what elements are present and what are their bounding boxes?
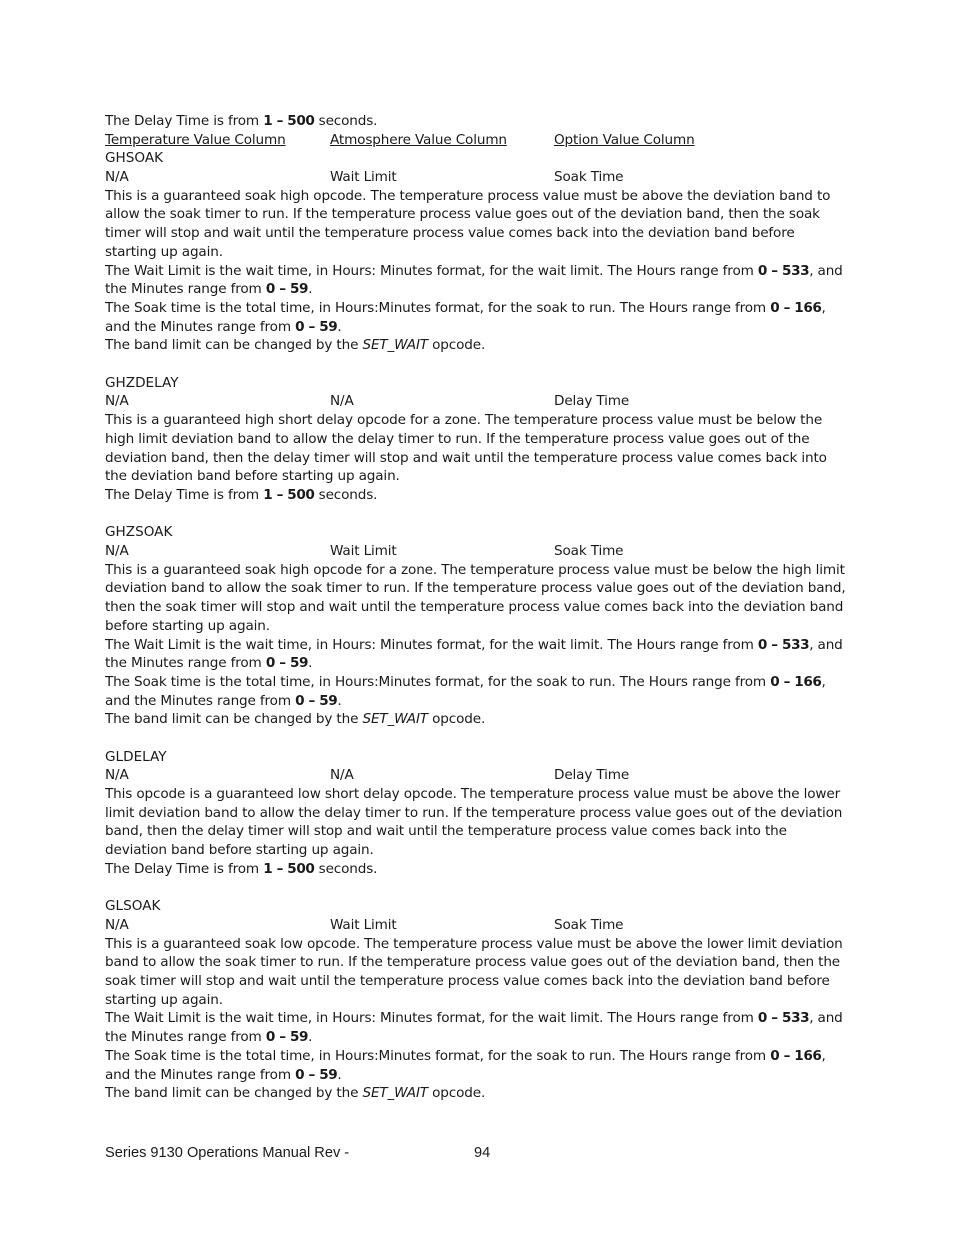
- column-header-row: [105, 131, 847, 150]
- opcode-columns-row: [105, 392, 847, 411]
- wait-suffix: .: [308, 1029, 313, 1046]
- band-suffix: opcode.: [427, 337, 486, 354]
- atmosphere-value: Wait Limit: [330, 916, 397, 933]
- intro-delay-prefix: The Delay Time is from: [105, 113, 264, 129]
- delay-prefix: The Delay Time is from: [105, 486, 264, 503]
- soak-mid: , and the Minutes range from: [105, 299, 826, 335]
- opcode-columns-row: [105, 766, 847, 785]
- section-ghzsoak: [105, 523, 847, 729]
- section-gldelay: [105, 748, 847, 879]
- opcode-description: This is a guaranteed soak high opcode for a zone. The temperature process value must be below the high limit deviation band to allow the soak timer to run. If the temperature process value goes out of the deviation band, then the soak timer will stop and wait until the temperature process value comes back into the deviation band before starting up again.: [105, 561, 846, 634]
- band-opcode: SET_WAIT: [362, 337, 428, 354]
- soak-hours-range: 0 – 166: [770, 673, 822, 690]
- band-limit-line: [105, 1084, 847, 1103]
- intro-delay-range: 1 – 500: [263, 113, 315, 129]
- soak-hours-range: 0 – 166: [770, 1047, 822, 1064]
- option-value: Delay Time: [554, 393, 630, 410]
- opcode-title: GHZSOAK: [105, 524, 173, 541]
- opcode-columns-row: [105, 916, 847, 935]
- temperature-value: N/A: [105, 916, 129, 933]
- delay-time-line: [105, 860, 847, 879]
- option-value: Delay Time: [554, 767, 630, 784]
- section-ghzdelay: [105, 374, 847, 505]
- soak-suffix: .: [337, 1066, 342, 1083]
- opcode-title: GHZDELAY: [105, 374, 179, 391]
- atmosphere-value: Wait Limit: [330, 169, 397, 186]
- atmosphere-value: N/A: [330, 767, 354, 784]
- wait-hours-range: 0 – 533: [757, 1010, 810, 1027]
- wait-minutes-range: 0 – 59: [265, 1029, 309, 1046]
- soak-prefix: The Soak time is the total time, in Hours:Minutes format, for the soak to run. The Hours range from: [105, 1047, 771, 1064]
- soak-minutes-range: 0 – 59: [295, 318, 338, 335]
- temperature-value: N/A: [105, 169, 129, 186]
- band-opcode: SET_WAIT: [362, 711, 428, 728]
- wait-suffix: .: [308, 281, 313, 298]
- soak-suffix: .: [337, 692, 342, 709]
- opcode-description: This is a guaranteed soak low opcode. The temperature process value must be above the lower limit deviation band to allow the soak timer to run. If the temperature process value goes out of the deviation band, then the soak timer will stop and wait until the temperature process value comes back into the deviation band before starting up again.: [105, 935, 843, 1008]
- wait-limit-paragraph: [105, 636, 847, 673]
- section-glsoak: [105, 897, 847, 1103]
- soak-time-paragraph: [105, 1047, 847, 1084]
- wait-mid: , and the Minutes range from: [105, 636, 843, 672]
- wait-mid: , and the Minutes range from: [105, 1010, 843, 1046]
- atmosphere-column-header: Atmosphere Value Column: [330, 131, 507, 148]
- wait-limit-paragraph: [105, 1009, 847, 1046]
- opcode-title: GLDELAY: [105, 748, 167, 765]
- soak-prefix: The Soak time is the total time, in Hours:Minutes format, for the soak to run. The Hours range from: [105, 299, 771, 316]
- opcode-title: GLSOAK: [105, 898, 161, 915]
- band-suffix: opcode.: [427, 1085, 486, 1102]
- spacer: [105, 879, 847, 898]
- wait-prefix: The Wait Limit is the wait time, in Hours: Minutes format, for the wait limit. The Hours range from: [105, 636, 758, 653]
- soak-hours-range: 0 – 166: [770, 299, 822, 316]
- band-prefix: The band limit can be changed by the: [105, 1085, 363, 1102]
- footer-page-number: 94: [474, 1145, 491, 1161]
- delay-range: 1 – 500: [263, 486, 315, 503]
- opcode-columns-row: [105, 542, 847, 561]
- temperature-value: N/A: [105, 767, 129, 784]
- opcode-description: This opcode is a guaranteed low short delay opcode. The temperature process value must be above the lower limit deviation band to allow the delay timer to run. If the temperature process value goes out of the deviation band, then the delay timer will stop and wait until the temperature process value comes back into the deviation band before starting up again.: [105, 786, 843, 859]
- option-value: Soak Time: [554, 916, 624, 933]
- soak-time-paragraph: [105, 673, 847, 710]
- soak-prefix: The Soak time is the total time, in Hours:Minutes format, for the soak to run. The Hours range from: [105, 673, 771, 690]
- soak-minutes-range: 0 – 59: [295, 692, 338, 709]
- wait-mid: , and the Minutes range from: [105, 262, 843, 298]
- wait-minutes-range: 0 – 59: [265, 281, 309, 298]
- temperature-value: N/A: [105, 543, 129, 559]
- band-limit-line: [105, 336, 847, 355]
- soak-time-paragraph: [105, 299, 847, 336]
- wait-minutes-range: 0 – 59: [265, 655, 309, 672]
- option-value: Soak Time: [554, 169, 624, 186]
- wait-suffix: .: [308, 655, 313, 672]
- soak-suffix: .: [337, 318, 342, 335]
- intro-delay-line: [105, 112, 847, 131]
- wait-hours-range: 0 – 533: [757, 636, 810, 653]
- section-ghsoak: [105, 149, 847, 355]
- band-suffix: opcode.: [427, 711, 486, 728]
- delay-time-line: [105, 486, 847, 505]
- delay-suffix: seconds.: [314, 860, 378, 877]
- wait-hours-range: 0 – 533: [757, 262, 810, 279]
- footer-manual-title: Series 9130 Operations Manual Rev -: [105, 1145, 350, 1161]
- opcode-title: GHSOAK: [105, 150, 164, 167]
- band-limit-line: [105, 710, 847, 729]
- option-value: Soak Time: [554, 543, 624, 559]
- delay-suffix: seconds.: [314, 486, 378, 503]
- spacer: [105, 355, 847, 374]
- delay-prefix: The Delay Time is from: [105, 860, 264, 877]
- opcode-description: This is a guaranteed soak high opcode. The temperature process value must be above the deviation band to allow the soak timer to run. If the temperature process value goes out of the deviation band, then the soak timer will stop and wait until the temperature process value comes back into the deviation band before starting up again.: [105, 187, 831, 260]
- temperature-value: N/A: [105, 393, 129, 410]
- wait-prefix: The Wait Limit is the wait time, in Hours: Minutes format, for the wait limit. The Hours range from: [105, 1010, 758, 1027]
- spacer: [105, 505, 847, 524]
- opcode-description: This is a guaranteed high short delay opcode for a zone. The temperature process value must be below the high limit deviation band to allow the delay timer to run. If the temperature process value goes out of the deviation band, then the delay timer will stop and wait until the temperature process value comes back into the deviation band before starting up again.: [105, 412, 827, 485]
- spacer: [105, 729, 847, 748]
- band-prefix: The band limit can be changed by the: [105, 711, 363, 728]
- delay-range: 1 – 500: [263, 860, 315, 877]
- temperature-column-header: Temperature Value Column: [105, 131, 286, 148]
- soak-mid: , and the Minutes range from: [105, 673, 826, 709]
- option-column-header: Option Value Column: [554, 131, 695, 148]
- band-opcode: SET_WAIT: [362, 1085, 428, 1102]
- atmosphere-value: N/A: [330, 393, 354, 410]
- soak-mid: , and the Minutes range from: [105, 1047, 826, 1083]
- soak-minutes-range: 0 – 59: [295, 1066, 338, 1083]
- band-prefix: The band limit can be changed by the: [105, 337, 363, 354]
- wait-limit-paragraph: [105, 262, 847, 299]
- wait-prefix: The Wait Limit is the wait time, in Hours: Minutes format, for the wait limit. The Hours range from: [105, 262, 758, 279]
- opcode-columns-row: [105, 168, 847, 187]
- document-body: [105, 112, 847, 1103]
- atmosphere-value: Wait Limit: [330, 543, 397, 559]
- intro-delay-suffix: seconds.: [314, 113, 378, 129]
